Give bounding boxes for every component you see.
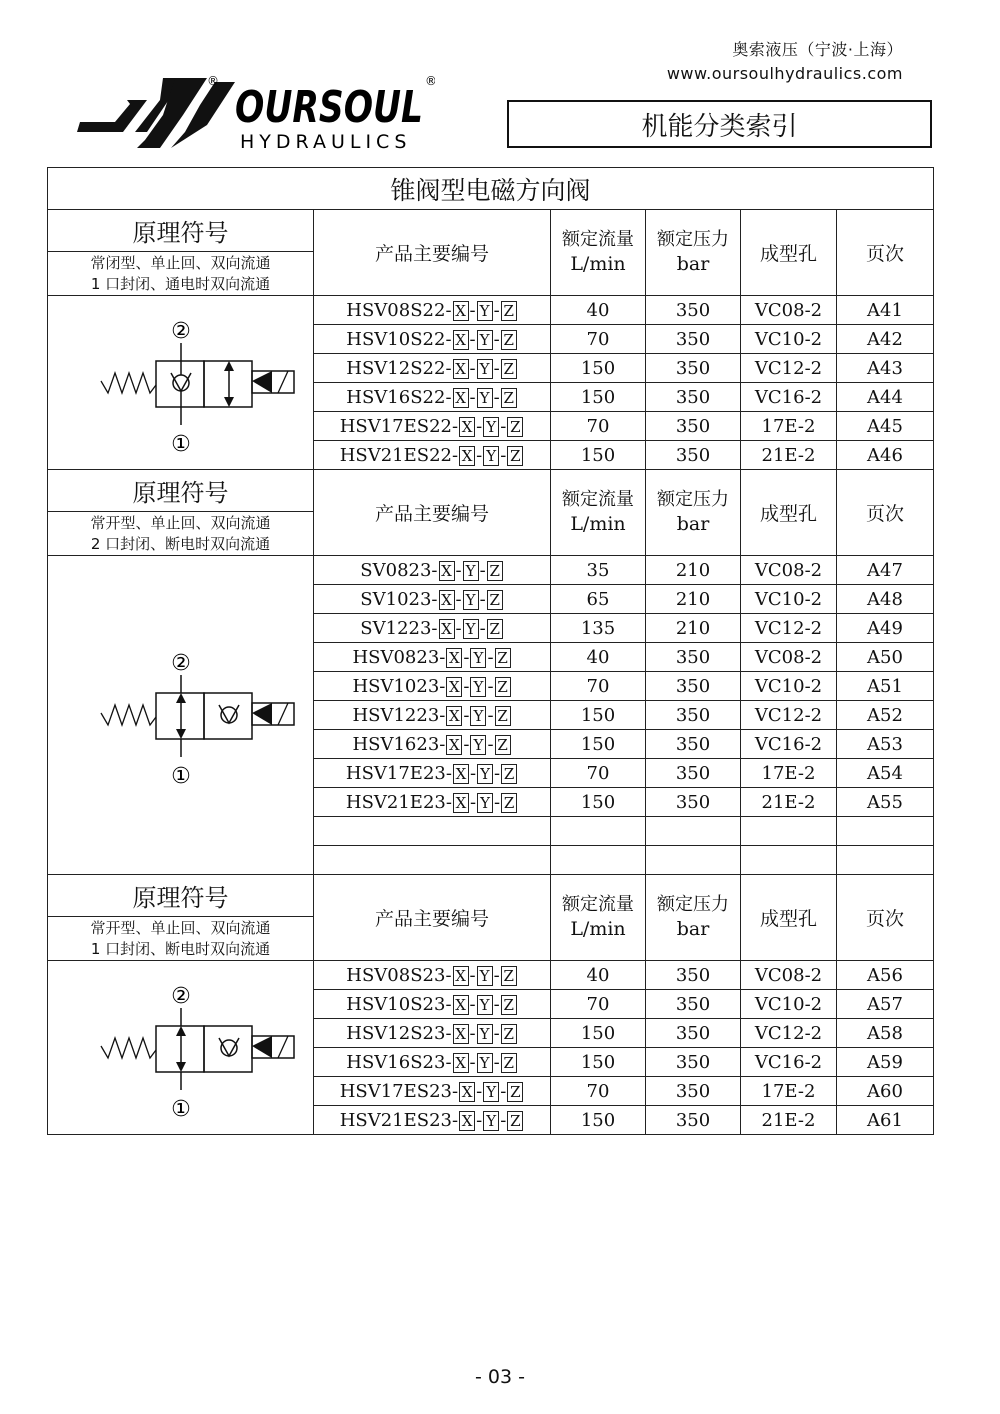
cavity-cell: VC16-2 (741, 383, 837, 412)
table-row (48, 556, 934, 585)
page-cell: A42 (837, 325, 934, 354)
flow-unit: L/min (570, 253, 626, 275)
flow-cell: 35 (551, 556, 646, 585)
page-cell: A54 (837, 759, 934, 788)
code-y-box: Y (477, 330, 493, 350)
pressure-cell: 350 (646, 441, 741, 470)
cavity-cell: VC08-2 (741, 961, 837, 990)
pressure-cell: 350 (646, 1077, 741, 1106)
code-x-box: X (446, 706, 462, 726)
flow-cell: 150 (551, 383, 646, 412)
col-model-header: 产品主要编号 (314, 470, 551, 556)
model-cell: SV1223- X - Y - Z (314, 614, 551, 643)
col-pressure-header (646, 210, 741, 296)
col-cavity-header: 成型孔 (741, 210, 837, 296)
model-cell: SV0823- X - Y - Z (314, 556, 551, 585)
page-cell: A45 (837, 412, 934, 441)
pressure-cell: 350 (646, 961, 741, 990)
pressure-cell (646, 817, 741, 846)
flow-cell (551, 846, 646, 875)
desc-line-2: 2 口封闭、断电时双向流通 (90, 534, 271, 553)
company-website: www.oursoulhydraulics.com (666, 64, 903, 83)
col-flow-header (551, 470, 646, 556)
code-y-box: Y (477, 1024, 493, 1044)
model-cell: HSV12S22- X - Y - Z (314, 354, 551, 383)
page-cell: A52 (837, 701, 934, 730)
code-z-box: Z (507, 446, 523, 466)
pressure-unit: bar (676, 253, 710, 275)
cavity-cell: VC16-2 (741, 1048, 837, 1077)
code-y-box: Y (463, 619, 479, 639)
code-z-box: Z (501, 764, 517, 784)
page-cell: A56 (837, 961, 934, 990)
flow-cell: 150 (551, 354, 646, 383)
code-z-box: Z (487, 561, 503, 581)
code-z-box: Z (487, 590, 503, 610)
code-y-box: Y (477, 1053, 493, 1073)
symbol-title: 原理符号 (48, 210, 314, 252)
page-cell (837, 846, 934, 875)
page-cell: A55 (837, 788, 934, 817)
svg-text:①: ① (170, 431, 191, 457)
symbol-description (48, 512, 314, 556)
pressure-cell: 350 (646, 643, 741, 672)
code-z-box: Z (501, 359, 517, 379)
code-x-box: X (453, 388, 469, 408)
pressure-cell: 350 (646, 759, 741, 788)
code-x-box: X (439, 561, 455, 581)
pressure-cell: 350 (646, 788, 741, 817)
page-cell: A61 (837, 1106, 934, 1135)
code-x-box: X (453, 793, 469, 813)
code-x-box: X (446, 735, 462, 755)
cavity-cell: VC08-2 (741, 556, 837, 585)
valve-symbol-icon (66, 635, 296, 795)
code-x-box: X (453, 330, 469, 350)
flow-cell (551, 817, 646, 846)
pressure-label: 额定压力 (657, 489, 729, 510)
code-z-box: Z (507, 417, 523, 437)
model-cell: HSV17ES23- X - Y - Z (314, 1077, 551, 1106)
table-row (48, 961, 934, 990)
col-page-header: 页次 (837, 210, 934, 296)
code-y-box: Y (483, 417, 499, 437)
model-cell: HSV21ES22- X - Y - Z (314, 441, 551, 470)
page-cell: A47 (837, 556, 934, 585)
flow-label: 额定流量 (562, 229, 634, 250)
model-cell: HSV1023- X - Y - Z (314, 672, 551, 701)
pressure-cell: 210 (646, 556, 741, 585)
flow-cell: 150 (551, 441, 646, 470)
code-z-box: Z (495, 735, 511, 755)
cavity-cell (741, 817, 837, 846)
col-flow-header (551, 875, 646, 961)
cavity-cell: 17E-2 (741, 412, 837, 441)
model-cell: HSV08S22- X - Y - Z (314, 296, 551, 325)
model-cell: HSV21ES23- X - Y - Z (314, 1106, 551, 1135)
page-cell: A53 (837, 730, 934, 759)
index-title-box (507, 100, 932, 148)
flow-cell: 150 (551, 1048, 646, 1077)
page-cell: A44 (837, 383, 934, 412)
svg-text:®: ® (425, 74, 435, 88)
code-z-box: Z (501, 793, 517, 813)
code-y-box: Y (477, 301, 493, 321)
code-y-box: Y (477, 764, 493, 784)
cavity-cell: 17E-2 (741, 759, 837, 788)
code-z-box: Z (501, 388, 517, 408)
cavity-cell: VC12-2 (741, 614, 837, 643)
code-y-box: Y (477, 966, 493, 986)
svg-text:®: ® (207, 74, 219, 88)
code-y-box: Y (463, 561, 479, 581)
pressure-cell: 350 (646, 672, 741, 701)
col-flow-header (551, 210, 646, 296)
flow-cell: 70 (551, 990, 646, 1019)
model-cell (314, 817, 551, 846)
desc-line-2: 1 口封闭、断电时双向流通 (90, 939, 271, 958)
code-x-box: X (453, 966, 469, 986)
code-y-box: Y (470, 735, 486, 755)
code-y-box: Y (477, 793, 493, 813)
code-x-box: X (439, 590, 455, 610)
company-name: 奥索液压（宁波·上海） (732, 40, 903, 59)
table-title: 锥阀型电磁方向阀 (48, 168, 934, 210)
model-cell: HSV10S22- X - Y - Z (314, 325, 551, 354)
svg-text:①: ① (170, 764, 191, 789)
code-y-box: Y (483, 1111, 499, 1131)
pressure-cell: 350 (646, 325, 741, 354)
cavity-cell: VC10-2 (741, 325, 837, 354)
col-pressure-header (646, 875, 741, 961)
code-x-box: X (453, 301, 469, 321)
flow-cell: 150 (551, 1019, 646, 1048)
svg-text:②: ② (170, 983, 191, 1009)
model-cell: HSV21E23- X - Y - Z (314, 788, 551, 817)
model-cell: HSV16S23- X - Y - Z (314, 1048, 551, 1077)
pressure-cell: 350 (646, 701, 741, 730)
pressure-cell: 350 (646, 412, 741, 441)
page-cell: A43 (837, 354, 934, 383)
page-cell: A51 (837, 672, 934, 701)
pressure-cell: 350 (646, 1048, 741, 1077)
cavity-cell: VC10-2 (741, 585, 837, 614)
code-z-box: Z (501, 330, 517, 350)
page-number: - 03 - (475, 1366, 525, 1388)
code-z-box: Z (507, 1111, 523, 1131)
desc-line-1: 常开型、单止回、双向流通 (90, 918, 271, 937)
model-cell: HSV17E23- X - Y - Z (314, 759, 551, 788)
page-cell: A46 (837, 441, 934, 470)
pressure-cell: 350 (646, 730, 741, 759)
page-cell: A58 (837, 1019, 934, 1048)
cavity-cell: VC08-2 (741, 296, 837, 325)
flow-cell: 70 (551, 1077, 646, 1106)
cavity-cell: VC16-2 (741, 730, 837, 759)
svg-text:②: ② (170, 318, 191, 344)
flow-cell: 70 (551, 672, 646, 701)
model-cell: HSV10S23- X - Y - Z (314, 990, 551, 1019)
code-y-box: Y (477, 359, 493, 379)
symbol-description (48, 917, 314, 961)
code-z-box: Z (501, 1053, 517, 1073)
code-z-box: Z (501, 995, 517, 1015)
flow-cell: 70 (551, 759, 646, 788)
symbol-title: 原理符号 (48, 470, 314, 512)
cavity-cell: VC10-2 (741, 990, 837, 1019)
svg-text:②: ② (170, 651, 191, 676)
cavity-cell: VC12-2 (741, 1019, 837, 1048)
code-x-box: X (439, 619, 455, 639)
code-x-box: X (459, 446, 475, 466)
flow-cell: 150 (551, 701, 646, 730)
symbol-title: 原理符号 (48, 875, 314, 917)
model-cell: HSV16S22- X - Y - Z (314, 383, 551, 412)
flow-cell: 150 (551, 730, 646, 759)
code-x-box: X (446, 648, 462, 668)
oursoul-emblem-icon (75, 70, 435, 155)
page-cell: A49 (837, 614, 934, 643)
valve-symbol-icon (66, 303, 296, 463)
flow-cell: 40 (551, 296, 646, 325)
page-cell: A59 (837, 1048, 934, 1077)
symbol-description (48, 252, 314, 296)
index-title: 机能分类索引 (641, 111, 798, 142)
code-x-box: X (446, 677, 462, 697)
oursoul-logo (75, 70, 435, 155)
cavity-cell: VC12-2 (741, 354, 837, 383)
model-cell: HSV08S23- X - Y - Z (314, 961, 551, 990)
code-z-box: Z (495, 706, 511, 726)
table-row (48, 296, 934, 325)
desc-line-1: 常闭型、单止回、双向流通 (90, 253, 271, 272)
pressure-cell: 350 (646, 1106, 741, 1135)
flow-cell: 70 (551, 412, 646, 441)
svg-text:HYDRAULICS: HYDRAULICS (240, 131, 412, 153)
code-z-box: Z (495, 677, 511, 697)
page-cell: A60 (837, 1077, 934, 1106)
company-info (667, 38, 903, 86)
code-x-box: X (453, 1053, 469, 1073)
svg-text:OURSOUL: OURSOUL (235, 82, 423, 133)
flow-cell: 65 (551, 585, 646, 614)
flow-cell: 40 (551, 961, 646, 990)
col-model-header: 产品主要编号 (314, 875, 551, 961)
pressure-unit: bar (676, 513, 710, 535)
col-page-header: 页次 (837, 875, 934, 961)
col-pressure-header (646, 470, 741, 556)
code-z-box: Z (495, 648, 511, 668)
valve-symbol-icon (66, 968, 296, 1128)
code-x-box: X (459, 1111, 475, 1131)
flow-cell: 70 (551, 325, 646, 354)
cavity-cell: 17E-2 (741, 1077, 837, 1106)
code-y-box: Y (477, 388, 493, 408)
code-x-box: X (453, 359, 469, 379)
pressure-cell: 350 (646, 296, 741, 325)
pressure-cell (646, 846, 741, 875)
cavity-cell: VC08-2 (741, 643, 837, 672)
model-cell: HSV1623- X - Y - Z (314, 730, 551, 759)
code-y-box: Y (483, 446, 499, 466)
cavity-cell: VC10-2 (741, 672, 837, 701)
code-y-box: Y (483, 1082, 499, 1102)
flow-label: 额定流量 (562, 894, 634, 915)
cavity-cell: 21E-2 (741, 788, 837, 817)
code-x-box: X (453, 764, 469, 784)
pressure-cell: 210 (646, 585, 741, 614)
code-x-box: X (453, 995, 469, 1015)
col-model-header: 产品主要编号 (314, 210, 551, 296)
col-cavity-header: 成型孔 (741, 470, 837, 556)
model-cell (314, 846, 551, 875)
cavity-cell: 21E-2 (741, 1106, 837, 1135)
page-cell (837, 817, 934, 846)
code-y-box: Y (463, 590, 479, 610)
pressure-label: 额定压力 (657, 894, 729, 915)
pressure-cell: 350 (646, 383, 741, 412)
cavity-cell: VC12-2 (741, 701, 837, 730)
model-cell: HSV17ES22- X - Y - Z (314, 412, 551, 441)
flow-cell: 135 (551, 614, 646, 643)
pressure-cell: 350 (646, 990, 741, 1019)
desc-line-1: 常开型、单止回、双向流通 (90, 513, 271, 532)
code-y-box: Y (470, 706, 486, 726)
pressure-cell: 350 (646, 1019, 741, 1048)
pressure-cell: 210 (646, 614, 741, 643)
code-y-box: Y (470, 677, 486, 697)
flow-cell: 150 (551, 1106, 646, 1135)
model-cell: HSV0823- X - Y - Z (314, 643, 551, 672)
code-y-box: Y (470, 648, 486, 668)
cavity-cell (741, 846, 837, 875)
model-cell: SV1023- X - Y - Z (314, 585, 551, 614)
cavity-cell: 21E-2 (741, 441, 837, 470)
pressure-label: 额定压力 (657, 229, 729, 250)
flow-cell: 40 (551, 643, 646, 672)
valve-symbol-cell (48, 296, 314, 470)
page-cell: A50 (837, 643, 934, 672)
flow-unit: L/min (570, 513, 626, 535)
desc-line-2: 1 口封闭、通电时双向流通 (90, 274, 271, 293)
code-z-box: Z (501, 1024, 517, 1044)
page-cell: A41 (837, 296, 934, 325)
flow-label: 额定流量 (562, 489, 634, 510)
model-cell: HSV1223- X - Y - Z (314, 701, 551, 730)
col-cavity-header: 成型孔 (741, 875, 837, 961)
page-cell: A57 (837, 990, 934, 1019)
code-z-box: Z (487, 619, 503, 639)
pressure-unit: bar (676, 918, 710, 940)
code-y-box: Y (477, 995, 493, 1015)
col-page-header: 页次 (837, 470, 934, 556)
valve-symbol-cell (48, 961, 314, 1135)
code-x-box: X (459, 417, 475, 437)
pressure-cell: 350 (646, 354, 741, 383)
valve-index-table (47, 167, 934, 1135)
valve-symbol-cell (48, 556, 314, 875)
code-z-box: Z (501, 301, 517, 321)
flow-cell: 150 (551, 788, 646, 817)
page-cell: A48 (837, 585, 934, 614)
svg-text:①: ① (170, 1096, 191, 1122)
code-x-box: X (459, 1082, 475, 1102)
code-z-box: Z (501, 966, 517, 986)
model-cell: HSV12S23- X - Y - Z (314, 1019, 551, 1048)
code-z-box: Z (507, 1082, 523, 1102)
code-x-box: X (453, 1024, 469, 1044)
flow-unit: L/min (570, 918, 626, 940)
